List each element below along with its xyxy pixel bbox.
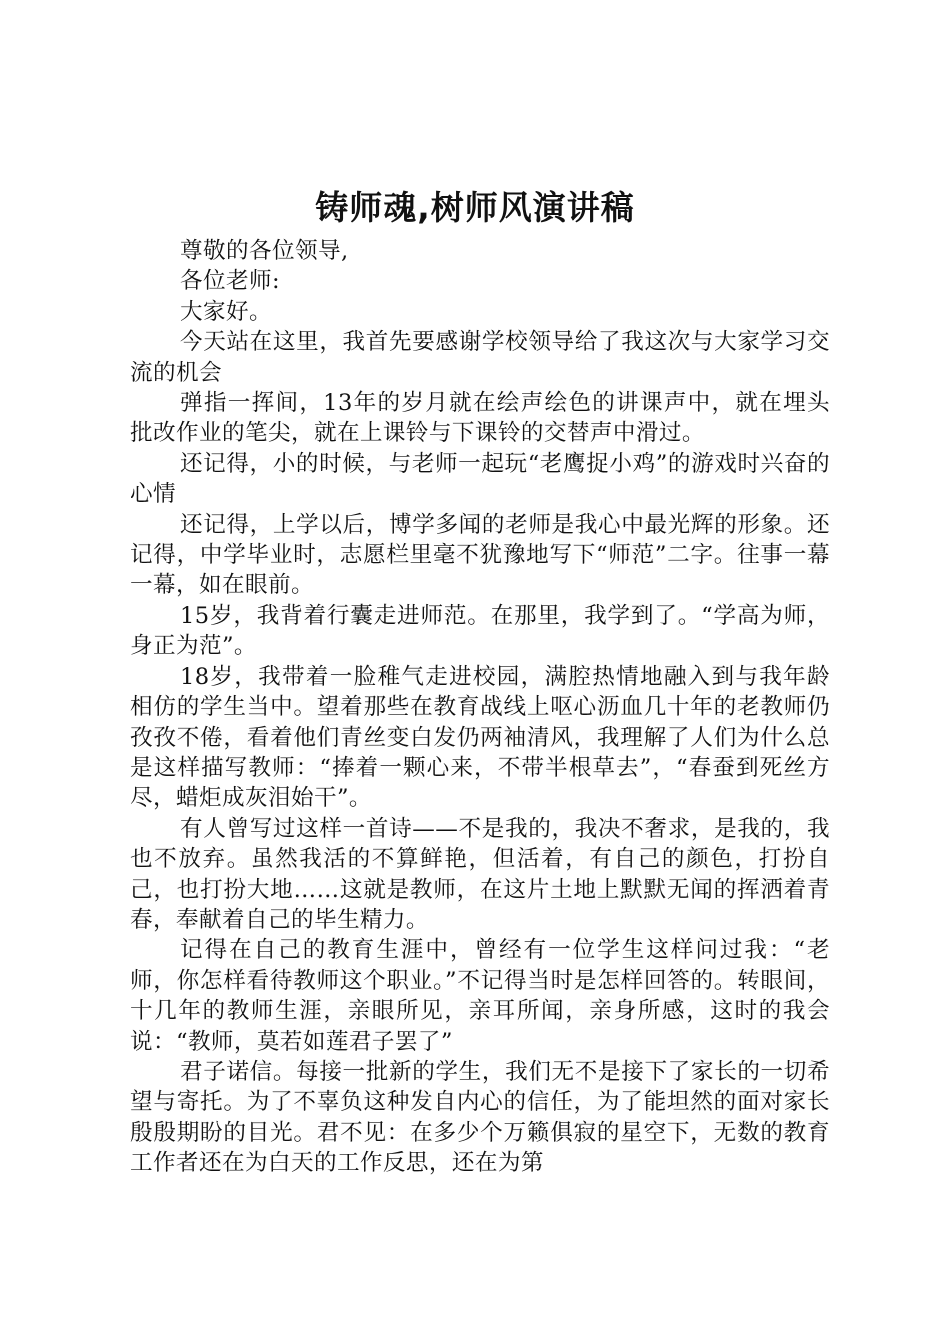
paragraph: 还记得，小的时候，与老师一起玩“老鹰捉小鸡”的游戏时兴奋的心情 — [130, 450, 830, 508]
document-body — [130, 236, 830, 1179]
paragraph: 15岁，我背着行囊走进师范。在那里，我学到了。“学高为师，身正为范”。 — [130, 602, 830, 660]
paragraph-addressee: 各位老师: — [180, 268, 280, 295]
paragraph: 记得在自己的教育生涯中，曾经有一位学生这样问过我：“老师，你怎样看待教师这个职业。”不记得当时是怎样回答的。转眼间，十几年的教师生涯，亲眼所见，亲耳所闻，亲身所感，这时的我会说：“教师，莫若如莲君子罢了” — [130, 937, 830, 1055]
paragraph-greeting: 大家好。 — [180, 298, 272, 325]
paragraph: 今天站在这里，我首先要感谢学校领导给了我这次与大家学习交流的机会 — [130, 329, 830, 386]
paragraph: 还记得，上学以后，博学多闻的老师是我心中最光辉的形象。还记得，中学毕业时，志愿栏里毫不犹豫地写下“师范”二字。往事一幕一幕，如在眼前。 — [130, 511, 830, 599]
paragraph: 君子诺信。每接一批新的学生，我们无不是接下了家长的一切希望与寄托。为了不辜负这种发自内心的信任，为了能坦然的面对家长殷殷期盼的目光。君不见：在多少个万籁俱寂的星空下，无数的教育工作者还在为白天的工作反思，还在为第 — [130, 1058, 830, 1177]
paragraph: 有人曾写过这样一首诗——不是我的，我决不奢求，是我的，我也不放弃。虽然我活的不算鲜艳，但活着，有自己的颜色，打扮自己，也打扮大地……这就是教师，在这片土地上默默无闻的挥洒着青春，奉献着自己的毕生精力。 — [130, 815, 830, 933]
paragraph-salutation: 尊敬的各位领导, — [180, 238, 349, 264]
paragraph: 弹指一挥间，13年的岁月就在绘声绘色的讲课声中，就在埋头批改作业的笔尖，就在上课铃与下课铃的交替声中滑过。 — [130, 390, 830, 447]
paragraph: 18岁，我带着一脸稚气走进校园，满腔热情地融入到与我年龄相仿的学生当中。望着那些在教育战线上呕心沥血几十年的老教师仍孜孜不倦，看着他们青丝变白发仍两袖清风，我理解了人们为什么总是这样描写教师：“捧着一颗心来，不带半根草去”，“春蚕到死丝方尽，蜡炬成灰泪始干”。 — [130, 663, 830, 812]
document-title: 铸师魂,树师风演讲稿 — [315, 188, 635, 227]
